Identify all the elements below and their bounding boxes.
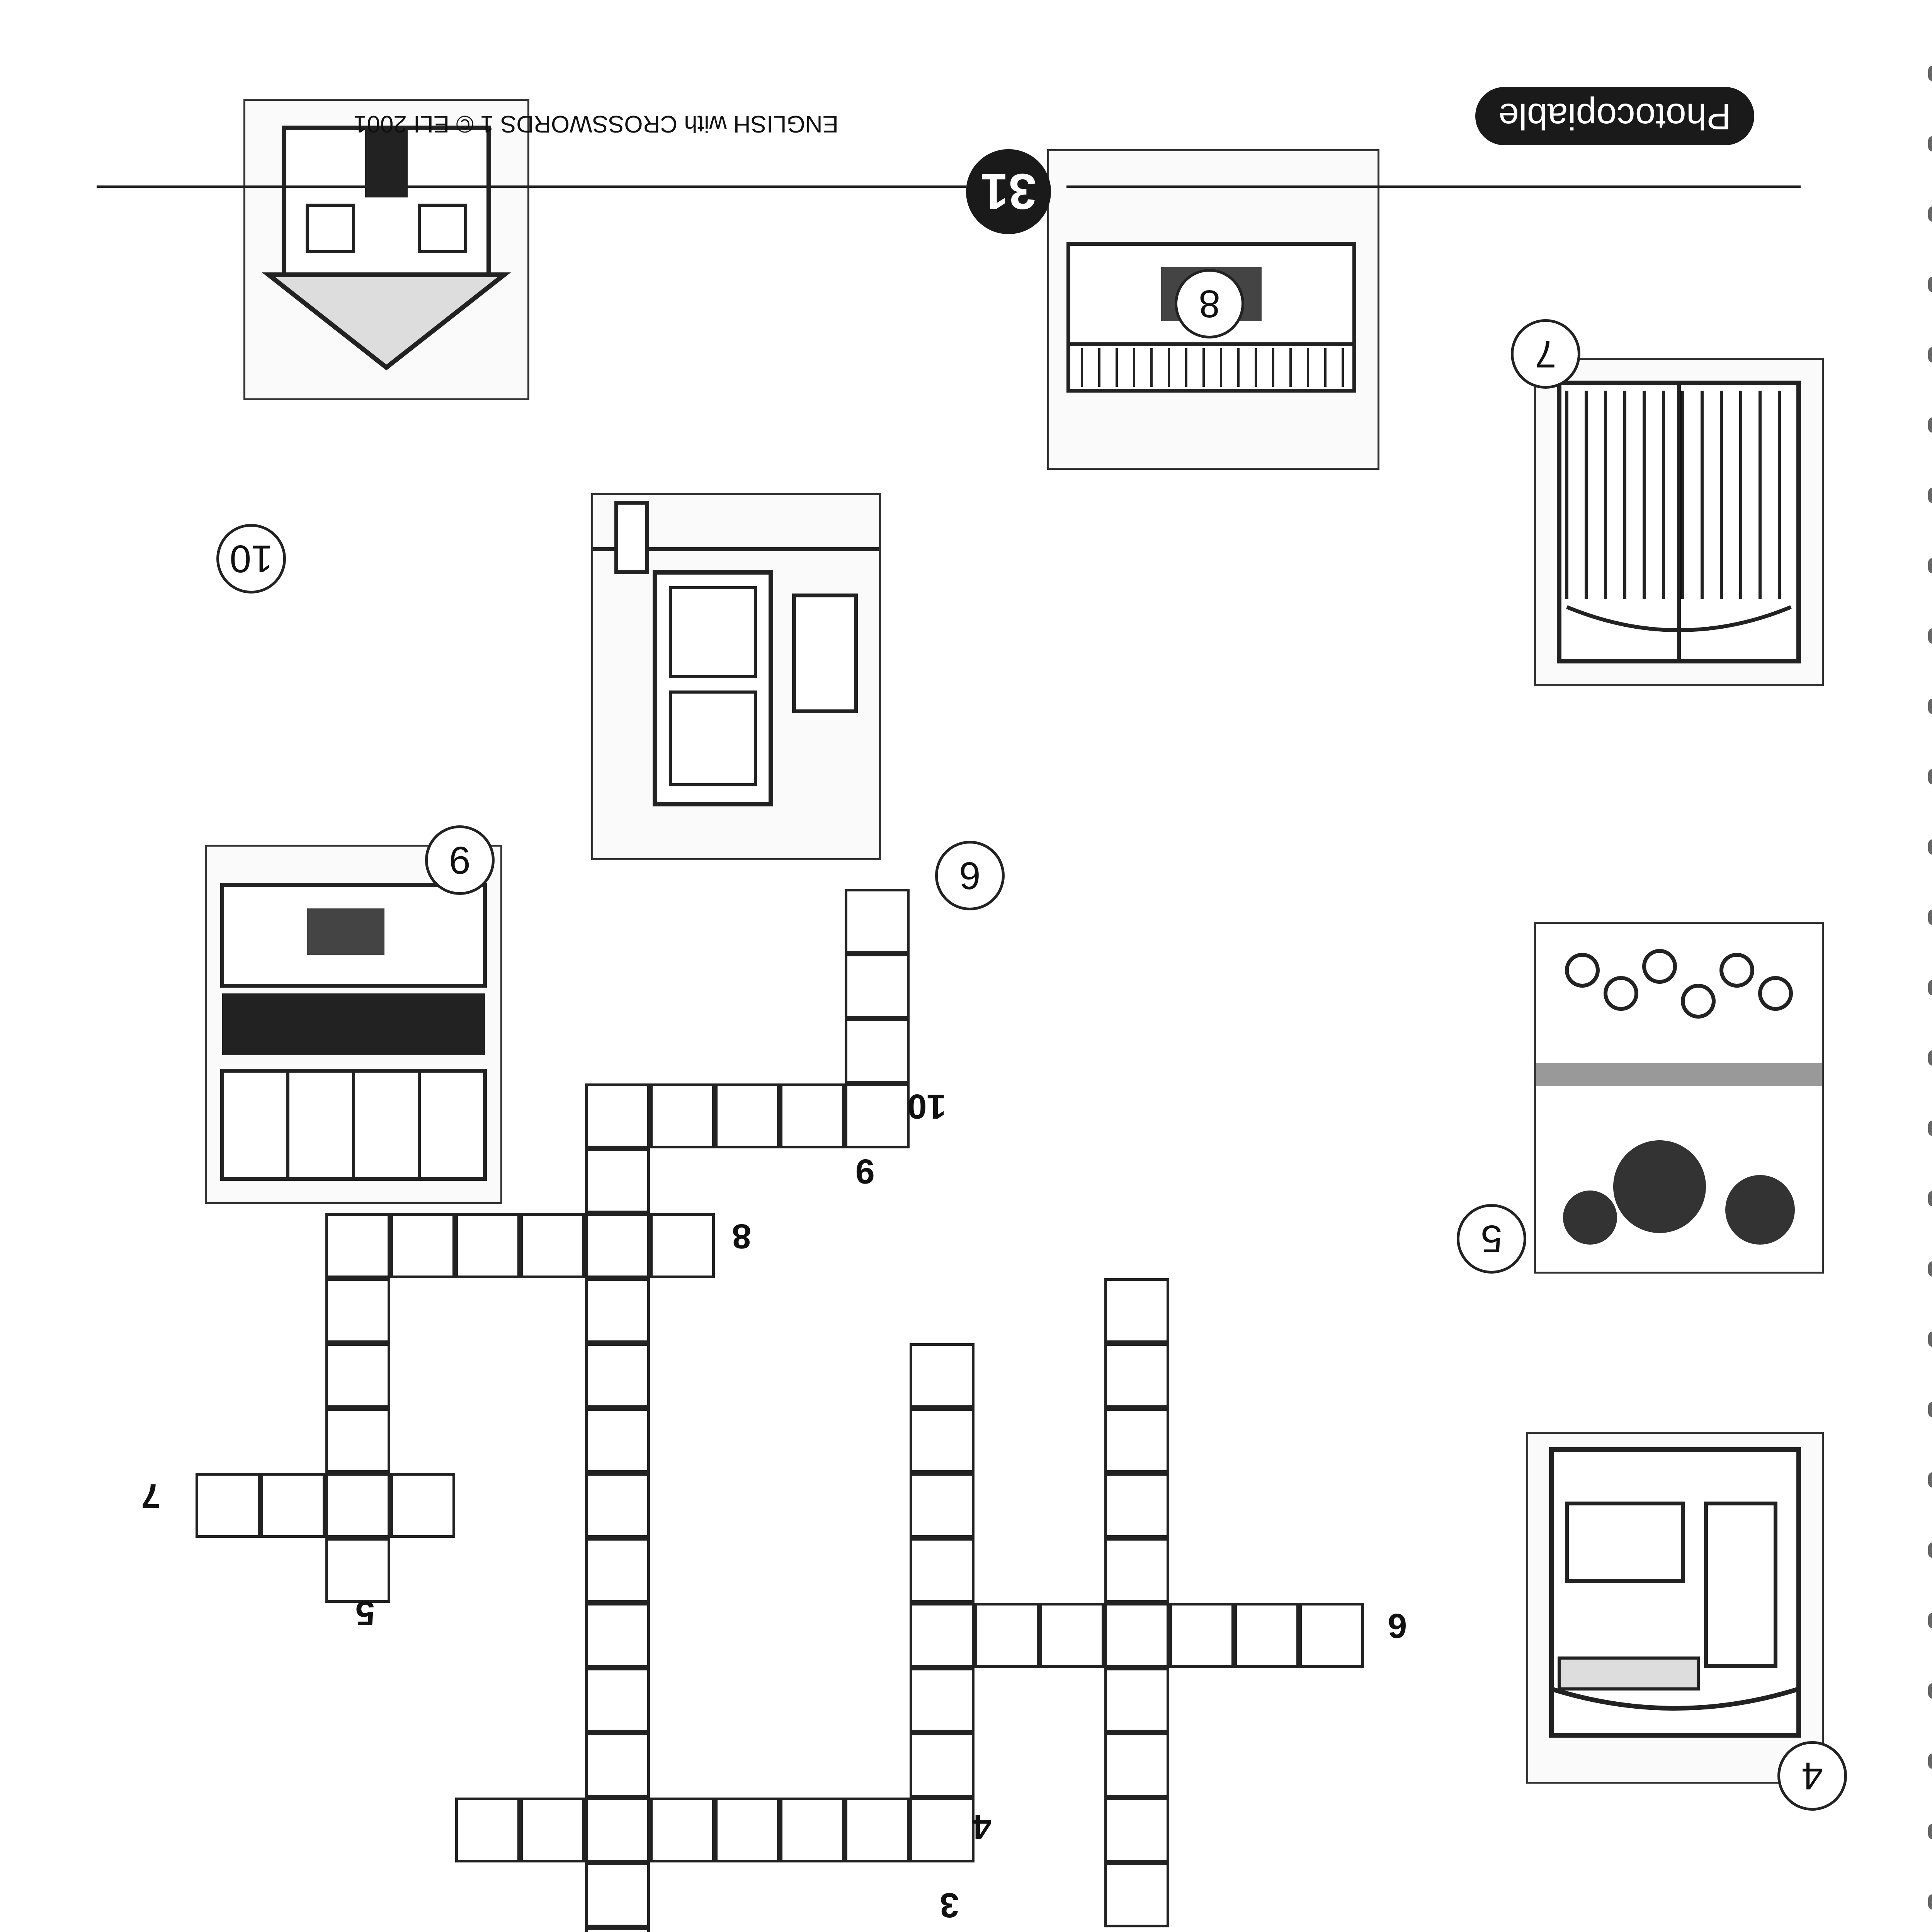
picture-9 (205, 845, 502, 1204)
crossword-cell[interactable] (585, 1798, 650, 1862)
crossword-cell[interactable] (1104, 1343, 1169, 1408)
crossword-cell[interactable] (1104, 1278, 1169, 1343)
clue-number-3: 3 (939, 1885, 959, 1924)
picture-5 (1534, 922, 1824, 1274)
crossword-cell[interactable] (845, 1083, 910, 1148)
clue-number-6: 6 (1388, 1606, 1407, 1645)
picture-4 (1526, 1432, 1824, 1784)
crossword-cell[interactable] (1169, 1603, 1234, 1668)
crossword-cell[interactable] (910, 1603, 975, 1668)
crossword-cell[interactable] (910, 1473, 975, 1538)
crossword-cell[interactable] (1234, 1603, 1299, 1668)
picture-7-number: 7 (1511, 319, 1580, 389)
crossword-cell[interactable] (650, 1083, 715, 1148)
crossword-cell[interactable] (715, 1083, 780, 1148)
crossword-cell[interactable] (585, 1733, 650, 1798)
crossword-cell[interactable] (845, 889, 910, 954)
crossword-cell[interactable] (910, 1668, 975, 1733)
crossword-cell[interactable] (845, 1798, 910, 1862)
crossword-cell[interactable] (1104, 1733, 1169, 1798)
crossword-cell[interactable] (325, 1278, 390, 1343)
crossword-cell[interactable] (520, 1798, 585, 1862)
shop-front-icon (1528, 1434, 1822, 1782)
clue-number-5: 5 (355, 1593, 375, 1632)
clue-number-10: 10 (907, 1087, 946, 1126)
crossword-cell[interactable] (585, 1473, 650, 1538)
crossword-cell[interactable] (585, 1213, 650, 1278)
crossword-cell[interactable] (585, 1668, 650, 1733)
crossword-cell[interactable] (1104, 1603, 1169, 1668)
crossword-cell[interactable] (1104, 1408, 1169, 1473)
picture-8-number: 8 (1175, 269, 1244, 338)
crossword-cell[interactable] (975, 1603, 1039, 1668)
crossword-cell[interactable] (715, 1798, 780, 1862)
picture-6-number: 6 (935, 841, 1005, 910)
picture-4-number: 4 (1777, 1741, 1847, 1811)
crossword-cell[interactable] (520, 1213, 585, 1278)
crossword-cell[interactable] (585, 1603, 650, 1668)
crossword-cell[interactable] (910, 1733, 975, 1798)
crossword-cell[interactable] (650, 1798, 715, 1862)
picture-6 (591, 493, 881, 860)
crossword-cell[interactable] (845, 1019, 910, 1083)
kitchen-icon (207, 847, 500, 1202)
clue-number-4: 4 (972, 1808, 992, 1847)
photocopiable-badge: Photocopiable (1475, 87, 1754, 145)
crossword-cell[interactable] (325, 1473, 390, 1538)
crossword-cell[interactable] (585, 1278, 650, 1343)
crossword-cell[interactable] (325, 1538, 390, 1603)
clue-number-7: 7 (141, 1476, 161, 1515)
crossword-cell[interactable] (910, 1798, 975, 1862)
crossword-cell[interactable] (585, 1148, 650, 1213)
crossword-cell[interactable] (585, 1408, 650, 1473)
crossword-cell[interactable] (650, 1213, 715, 1278)
hall-door-icon (593, 495, 879, 858)
footer-rule-right (97, 185, 966, 188)
picture-9-number: 9 (425, 825, 495, 895)
picture-7 (1534, 358, 1824, 686)
crossword-cell[interactable] (780, 1798, 845, 1862)
crossword-cell[interactable] (1104, 1538, 1169, 1603)
crossword-cell[interactable] (455, 1213, 520, 1278)
crossword-cell[interactable] (910, 1408, 975, 1473)
crossword-cell[interactable] (845, 954, 910, 1019)
crossword-cell[interactable] (910, 1343, 975, 1408)
crossword-cell[interactable] (1104, 1473, 1169, 1538)
crossword-cell[interactable] (1039, 1603, 1104, 1668)
crossword-cell[interactable] (325, 1408, 390, 1473)
clue-number-9: 9 (855, 1152, 875, 1191)
crossword-cell[interactable] (1104, 1862, 1169, 1927)
footer-rule-left (1066, 185, 1801, 188)
crossword-cell[interactable] (585, 1083, 650, 1148)
crossword-cell[interactable] (325, 1213, 390, 1278)
garden-icon (1536, 924, 1822, 1272)
picture-10-number: 10 (216, 524, 286, 594)
clue-number-8: 8 (732, 1217, 752, 1256)
crossword-cell[interactable] (455, 1798, 520, 1862)
crossword-cell[interactable] (585, 1862, 650, 1927)
page-number-badge: 31 (966, 149, 1051, 234)
crossword-cell[interactable] (1299, 1603, 1364, 1668)
crossword-cell[interactable] (390, 1473, 455, 1538)
crossword-cell[interactable] (585, 1343, 650, 1408)
crossword-cell[interactable] (325, 1343, 390, 1408)
crossword-cell[interactable] (910, 1538, 975, 1603)
crossword-cell[interactable] (585, 1927, 650, 1932)
copyright-text: ENGLISH with CROSSWORDS 1 © ELI 2001 (353, 111, 838, 137)
crossword-cell[interactable] (585, 1538, 650, 1603)
crossword-cell[interactable] (1104, 1798, 1169, 1862)
picture-5-number: 5 (1457, 1204, 1526, 1274)
crossword-cell[interactable] (196, 1473, 260, 1538)
crossword-cell[interactable] (390, 1213, 455, 1278)
crossword-cell[interactable] (260, 1473, 325, 1538)
crossword-cell[interactable] (780, 1083, 845, 1148)
house-icon (245, 101, 527, 398)
crossword-cell[interactable] (1104, 1668, 1169, 1733)
gate-icon (1536, 360, 1822, 684)
picture-10 (243, 99, 529, 400)
